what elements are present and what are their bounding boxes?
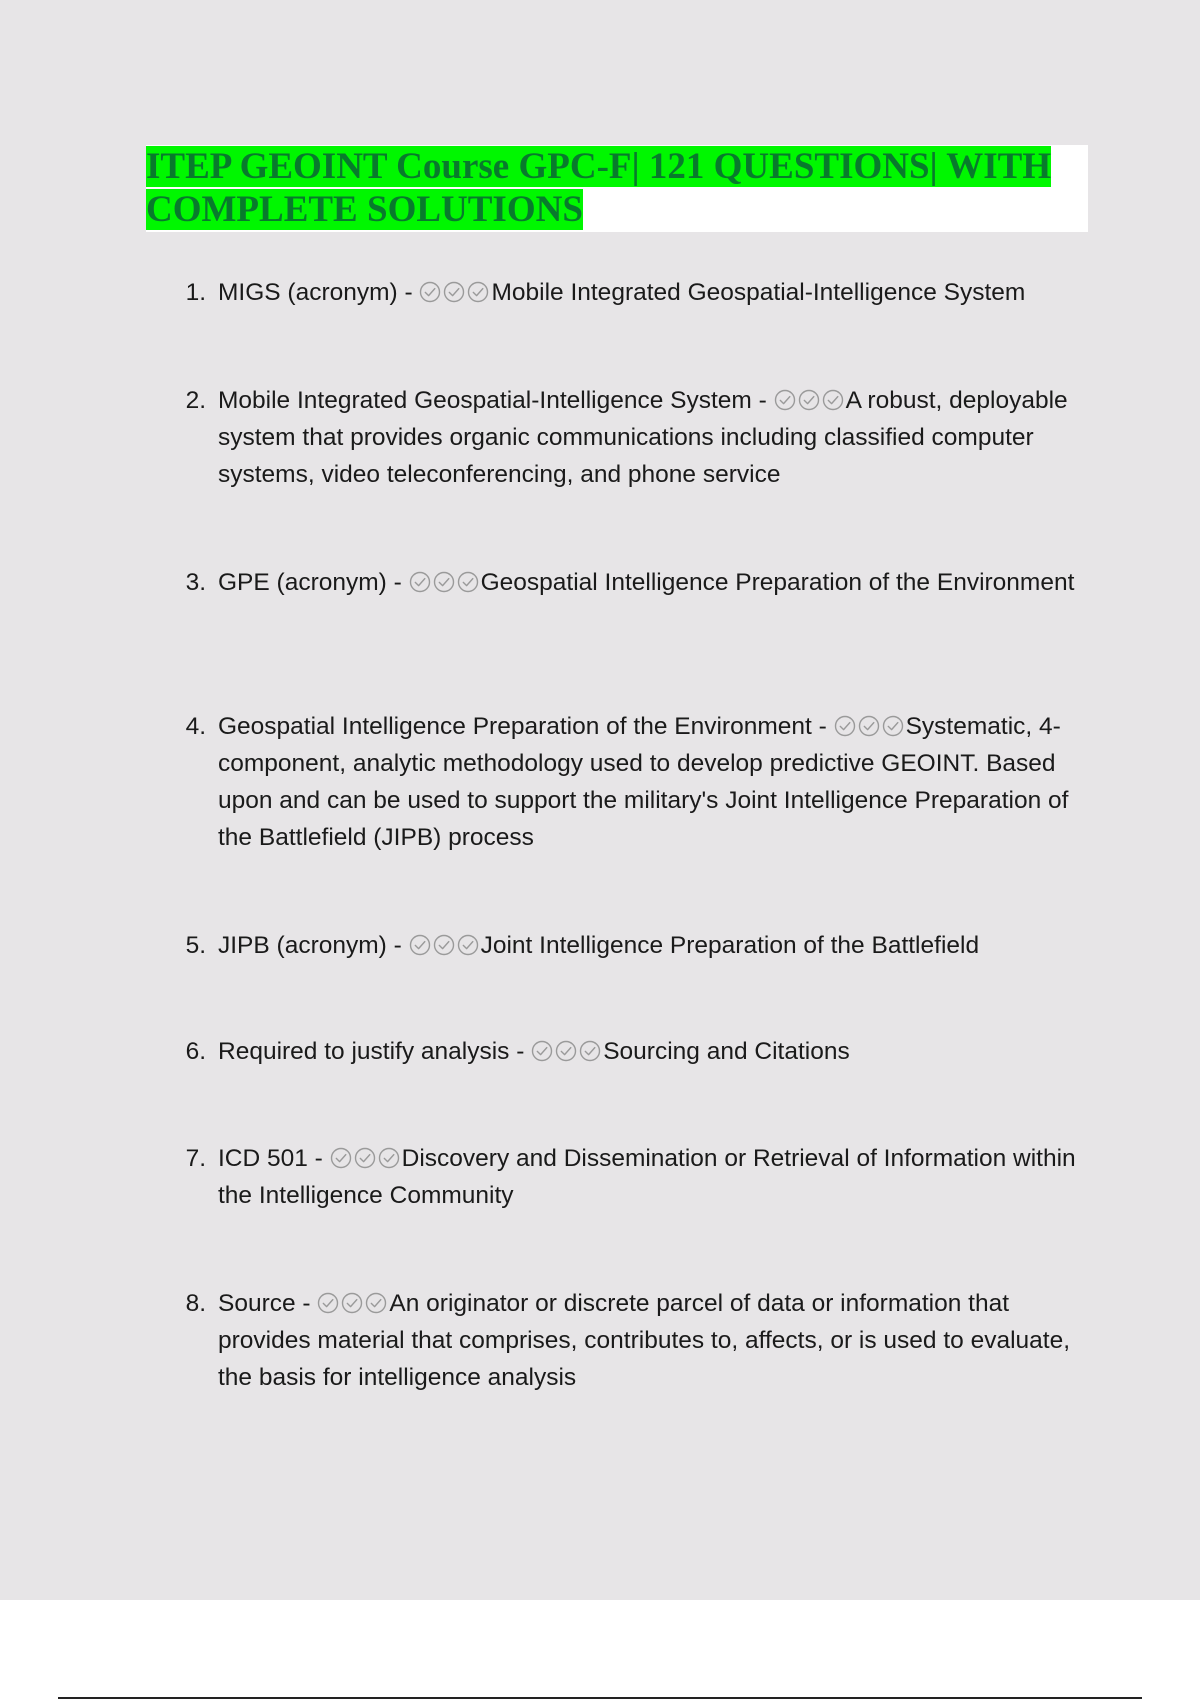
item-answer: Sourcing and Citations xyxy=(603,1038,850,1065)
check-circle-icon xyxy=(409,934,431,956)
item-text xyxy=(218,564,1090,601)
check-circle-icon xyxy=(457,934,479,956)
check-circle-icon xyxy=(378,1147,400,1169)
item-answer: Mobile Integrated Geospatial-Intelligence System xyxy=(491,279,1026,306)
check-circle-icon xyxy=(798,389,820,411)
item-number: 7. xyxy=(185,1145,206,1172)
item-text xyxy=(218,1033,1090,1070)
check-group xyxy=(409,569,481,596)
item-answer: Geospatial Intelligence Preparation of the Environment xyxy=(480,569,1075,596)
check-circle-icon xyxy=(354,1147,376,1169)
item-answer: A robust, deployable system that provides organic communications including classified computer systems, video teleconferencing, and phone service xyxy=(218,387,1068,488)
item-question: GPE (acronym) - xyxy=(218,569,409,596)
check-circle-icon xyxy=(555,1040,577,1062)
item-text xyxy=(218,1285,1090,1396)
item-question: ICD 501 - xyxy=(218,1145,330,1172)
check-circle-icon xyxy=(834,715,856,737)
check-circle-icon xyxy=(419,281,441,303)
item-question: MIGS (acronym) - xyxy=(218,279,420,306)
check-circle-icon xyxy=(774,389,796,411)
check-group xyxy=(409,932,481,959)
item-answer: Systematic, 4-component, analytic methodology used to develop predictive GEOINT. Based upon and can be used to support the military's Joint Intelligence Preparation of the Battlefield (JIPB) process xyxy=(218,713,1069,851)
check-circle-icon xyxy=(882,715,904,737)
item-question: Geospatial Intelligence Preparation of the Environment - xyxy=(218,713,834,740)
check-group xyxy=(419,279,491,306)
item-number: 5. xyxy=(185,932,206,959)
check-circle-icon xyxy=(433,571,455,593)
check-circle-icon xyxy=(443,281,465,303)
page-title xyxy=(146,145,1088,231)
item-number: 8. xyxy=(185,1290,206,1317)
item-answer: An originator or discrete parcel of data or information that provides material that comprises, contributes to, affects, or is used to evaluate, the basis for intelligence analysis xyxy=(218,1290,1071,1391)
item-number: 1. xyxy=(185,279,206,306)
footer-divider xyxy=(58,1697,1142,1699)
check-circle-icon xyxy=(579,1040,601,1062)
check-circle-icon xyxy=(330,1147,352,1169)
item-question: Source - xyxy=(218,1290,318,1317)
item-number: 6. xyxy=(185,1038,206,1065)
item-number: 3. xyxy=(185,569,206,596)
check-circle-icon xyxy=(858,715,880,737)
check-circle-icon xyxy=(409,571,431,593)
check-circle-icon xyxy=(365,1292,387,1314)
check-circle-icon xyxy=(317,1292,339,1314)
item-text xyxy=(218,274,1090,311)
check-circle-icon xyxy=(433,934,455,956)
item-text xyxy=(218,1140,1090,1214)
check-circle-icon xyxy=(457,571,479,593)
check-circle-icon xyxy=(531,1040,553,1062)
title-block xyxy=(146,145,1088,232)
title-line-1: ITEP GEOINT Course GPC-F| 121 QUESTIONS| WITH xyxy=(146,146,1052,187)
check-group xyxy=(330,1145,402,1172)
check-group xyxy=(834,713,906,740)
check-group xyxy=(774,387,846,414)
item-answer: Joint Intelligence Preparation of the Battlefield xyxy=(480,932,980,959)
check-circle-icon xyxy=(467,281,489,303)
item-text xyxy=(218,708,1090,856)
check-group xyxy=(531,1038,603,1065)
item-number: 4. xyxy=(185,713,206,740)
item-answer: Discovery and Dissemination or Retrieval of Information within the Intelligence Community xyxy=(218,1145,1076,1209)
item-question: Required to justify analysis - xyxy=(218,1038,532,1065)
check-circle-icon xyxy=(341,1292,363,1314)
check-circle-icon xyxy=(822,389,844,411)
item-question: Mobile Integrated Geospatial-Intelligence System - xyxy=(218,387,774,414)
item-number: 2. xyxy=(185,387,206,414)
item-question: JIPB (acronym) - xyxy=(218,932,409,959)
item-text xyxy=(218,382,1090,493)
title-line-2: COMPLETE SOLUTIONS xyxy=(146,189,583,230)
item-text xyxy=(218,927,1090,964)
check-group xyxy=(317,1290,389,1317)
